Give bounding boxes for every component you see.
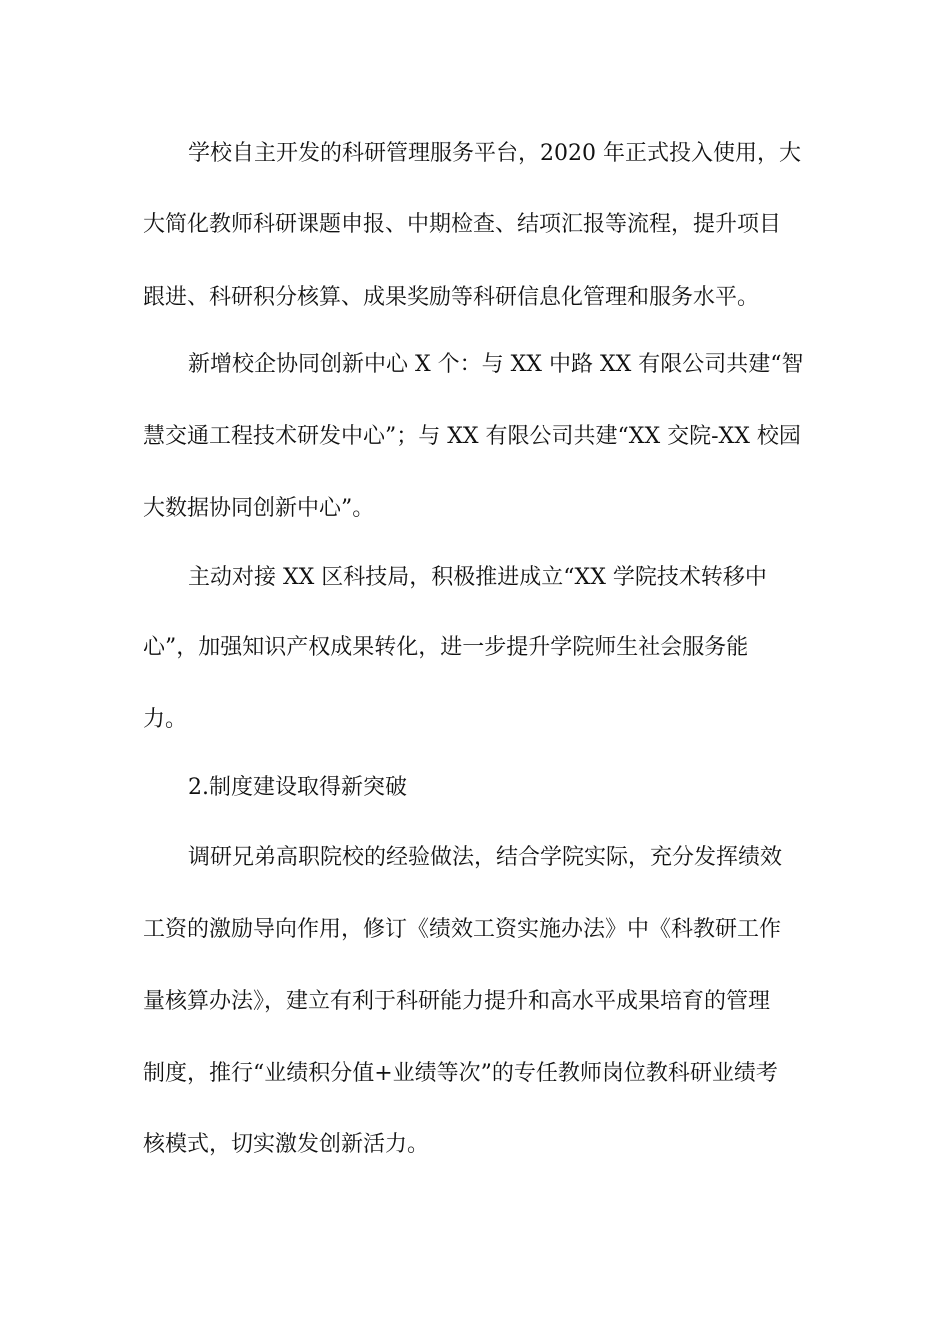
- section-heading: 2.制度建设取得新突破: [188, 775, 407, 800]
- paragraph-3-line-2: 心”，加强知识产权成果转化，进一步提升学院师生社会服务能: [143, 635, 749, 660]
- paragraph-1-line-3: 跟进、科研积分核算、成果奖励等科研信息化管理和服务水平。: [143, 285, 760, 310]
- paragraph-2-line-3: 大数据协同创新中心”。: [143, 496, 375, 521]
- paragraph-2-line-1: 新增校企协同创新中心 X 个：与 XX 中路 XX 有限公司共建“智: [188, 352, 804, 377]
- paragraph-1-line-2: 大简化教师科研课题申报、中期检查、结项汇报等流程，提升项目: [143, 212, 782, 237]
- paragraph-5-line-3: 量核算办法》，建立有利于科研能力提升和高水平成果培育的管理: [143, 989, 771, 1014]
- paragraph-1-line-1: 学校自主开发的科研管理服务平台，2020 年正式投入使用，大: [188, 141, 801, 166]
- paragraph-2-line-2: 慧交通工程技术研发中心”；与 XX 有限公司共建“XX 交院-XX 校园: [143, 424, 801, 449]
- paragraph-5-line-1: 调研兄弟高职院校的经验做法，结合学院实际，充分发挥绩效: [188, 845, 783, 870]
- paragraph-5-line-5: 核模式，切实激发创新活力。: [143, 1132, 430, 1157]
- paragraph-3-line-3: 力。: [143, 707, 188, 732]
- paragraph-5-line-4: 制度，推行“业绩积分值+业绩等次”的专任教师岗位教科研业绩考: [143, 1061, 778, 1086]
- paragraph-3-line-1: 主动对接 XX 区科技局，积极推进成立“XX 学院技术转移中: [188, 565, 767, 590]
- paragraph-5-line-2: 工资的激励导向作用，修订《绩效工资实施办法》中《科教研工作: [143, 917, 782, 942]
